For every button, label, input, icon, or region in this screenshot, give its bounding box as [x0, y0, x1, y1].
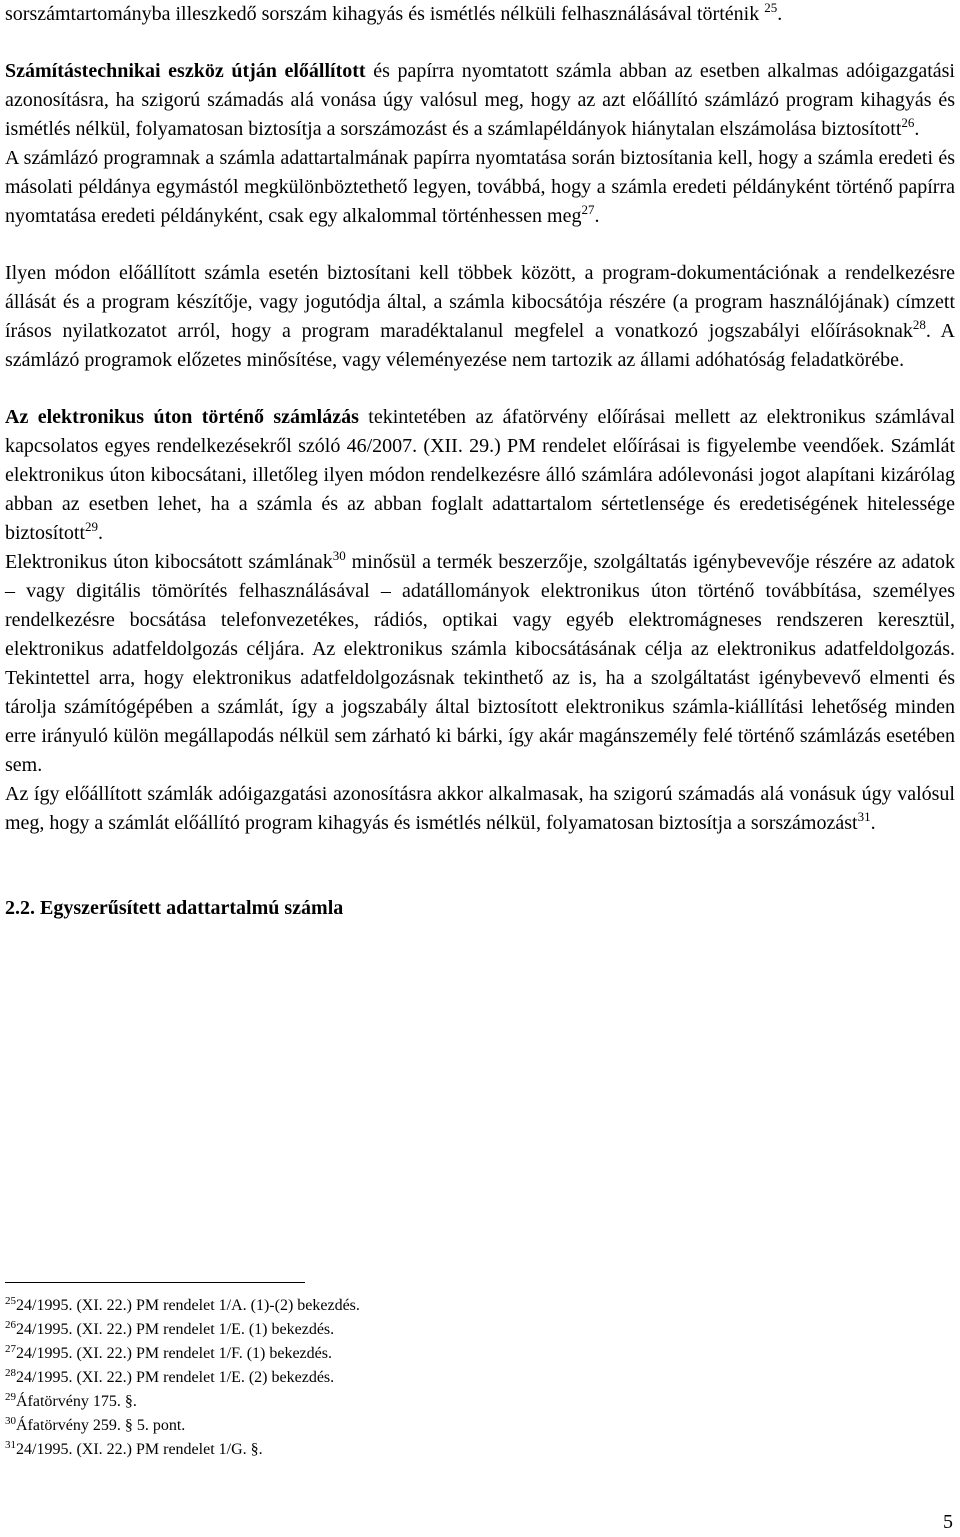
- footnote-ref-28: 28: [912, 317, 926, 332]
- footnote-31: $^{31}$24/1995. (XI. 22.) PM rendelet 1/G. §.: [5, 1439, 263, 1458]
- footnote-28: $^{28}$24/1995. (XI. 22.) PM rendelet 1/E. (2) bekezdés.: [5, 1367, 335, 1386]
- document-body: [5, 0, 955, 923]
- footnote-ref-29: 29: [85, 519, 98, 534]
- footnote-ref-27: 27: [581, 202, 595, 217]
- footnote-30: $^{30}$Áfatörvény 259. § 5. pont.: [5, 1415, 186, 1434]
- paragraph-4: Ilyen módon előállított számla esetén biztosítani kell többek között, a program-dokumentációnak a rendelkezésre állását és a program készítője, vagy jogutódja által, a számla kibocsátója részére (a program használójának) címzett írásos nyilatkozatot arról, hogy a program maradéktalanul megfelel a vonatkozó jogszabályi előírásoknak$^{28}$. A számlázó programok előzetes minősítése, vagy véleményezése nem tartozik az állami adóhatóság feladatkörébe.: [5, 262, 955, 371]
- paragraph-6: Elektronikus úton kibocsátott számlának$^{30}$ minősül a termék beszerzője, szolgáltatás igénybevevője részére az adatok – vagy digitális tömörítés felhasználásával – adatállományok elektronikus úton történő továbbítása, személyes rendelkezésre bocsátása telefonvezetékes, rádiós, optikai vagy egyéb elektromágneses rendszeren keresztül, elektronikus adatfeldolgozás céljára. Az elektronikus számla kibocsátásának célja az elektronikus adatfeldolgozás. Tekintettel arra, hogy elektronikus adatfeldolgozásnak tekinthető az is, ha a szolgáltatást igénybevevő elmenti és tárolja számítógépében a számlát, így a jogszabály által biztosított elektronikus számla-kiállítási lehetőség minden erre irányuló külön megállapodás nélkül sem zárható ki bárki, így akár magánszemély felé történő számlázás esetében sem.: [5, 548, 956, 776]
- footnote-29: $^{29}$Áfatörvény 175. §.: [5, 1391, 137, 1410]
- footnote-26: $^{26}$24/1995. (XI. 22.) PM rendelet 1/E. (1) bekezdés.: [5, 1319, 335, 1338]
- footnote-ref-26: 26: [901, 115, 915, 130]
- footnotes: [5, 1294, 705, 1462]
- footnote-ref-30: 30: [332, 548, 346, 563]
- footnote-27: $^{27}$24/1995. (XI. 22.) PM rendelet 1/F. (1) bekezdés.: [5, 1343, 332, 1362]
- page-number: 5: [943, 1511, 953, 1533]
- bold-phrase: Számítástechnikai eszköz útján előállított: [5, 60, 366, 82]
- footnote-ref-31: 31: [857, 809, 871, 824]
- paragraph-3: A számlázó programnak a számla adattartalmának papírra nyomtatása során biztosítania kell, hogy a számla eredeti és másolati példánya egymástól megkülönböztethető legyen, továbbá, hogy a számla eredeti példányként történő papírra nyomtatása eredeti példányként, csak egy alkalommal történhessen meg$^{27}$.: [5, 147, 955, 227]
- paragraph-2: Számítástechnikai eszköz útján előállított és papírra nyomtatott számla abban az esetben alkalmas adóigazgatási azonosításra, ha szigorú számadás alá vonása úgy valósul meg, hogy az azt előállító számlázó program kihagyás és ismétlés nélkül, folyamatosan biztosítja a sorszámozást és a számlapéldányok hiánytalan elszámolása biztosított$^{26}$.: [5, 60, 955, 140]
- section-heading: 2.2. Egyszerűsített adattartalmú számla: [5, 897, 344, 919]
- bold-phrase: Az elektronikus úton történő számlázás: [5, 406, 359, 428]
- footnote-25: $^{25}$24/1995. (XI. 22.) PM rendelet 1/A. (1)-(2) bekezdés.: [5, 1295, 360, 1314]
- paragraph-5: Az elektronikus úton történő számlázás tekintetében az áfatörvény előírásai mellett az elektronikus számlával kapcsolatos egyes rendelkezésekről szóló 46/2007. (XII. 29.) PM rendelet előírásai is figyelembe veendőek. Számlát elektronikus úton kibocsátani, illetőleg ilyen módon rendelkezésre álló számlára adólevonási jogot alapítani kizárólag abban az esetben lehet, ha a számla és az abban foglalt adattartalom sértetlensége és eredetiségének hitelessége biztosított$^{29}$.: [5, 406, 956, 544]
- footnote-separator: [5, 1282, 305, 1283]
- footnote-ref-25: 25: [764, 0, 778, 15]
- paragraph-7: Az így előállított számlák adóigazgatási azonosításra akkor alkalmasak, ha szigorú számadás alá vonásuk úgy valósul meg, hogy a számlát előállító program kihagyás és ismétlés nélkül, folyamatosan biztosítja a sorszámozást$^{31}$.: [5, 783, 955, 834]
- paragraph-1: sorszámtartományba illeszkedő sorszám kihagyás és ismétlés nélküli felhasználásával történik $^{25}$.: [5, 0, 783, 25]
